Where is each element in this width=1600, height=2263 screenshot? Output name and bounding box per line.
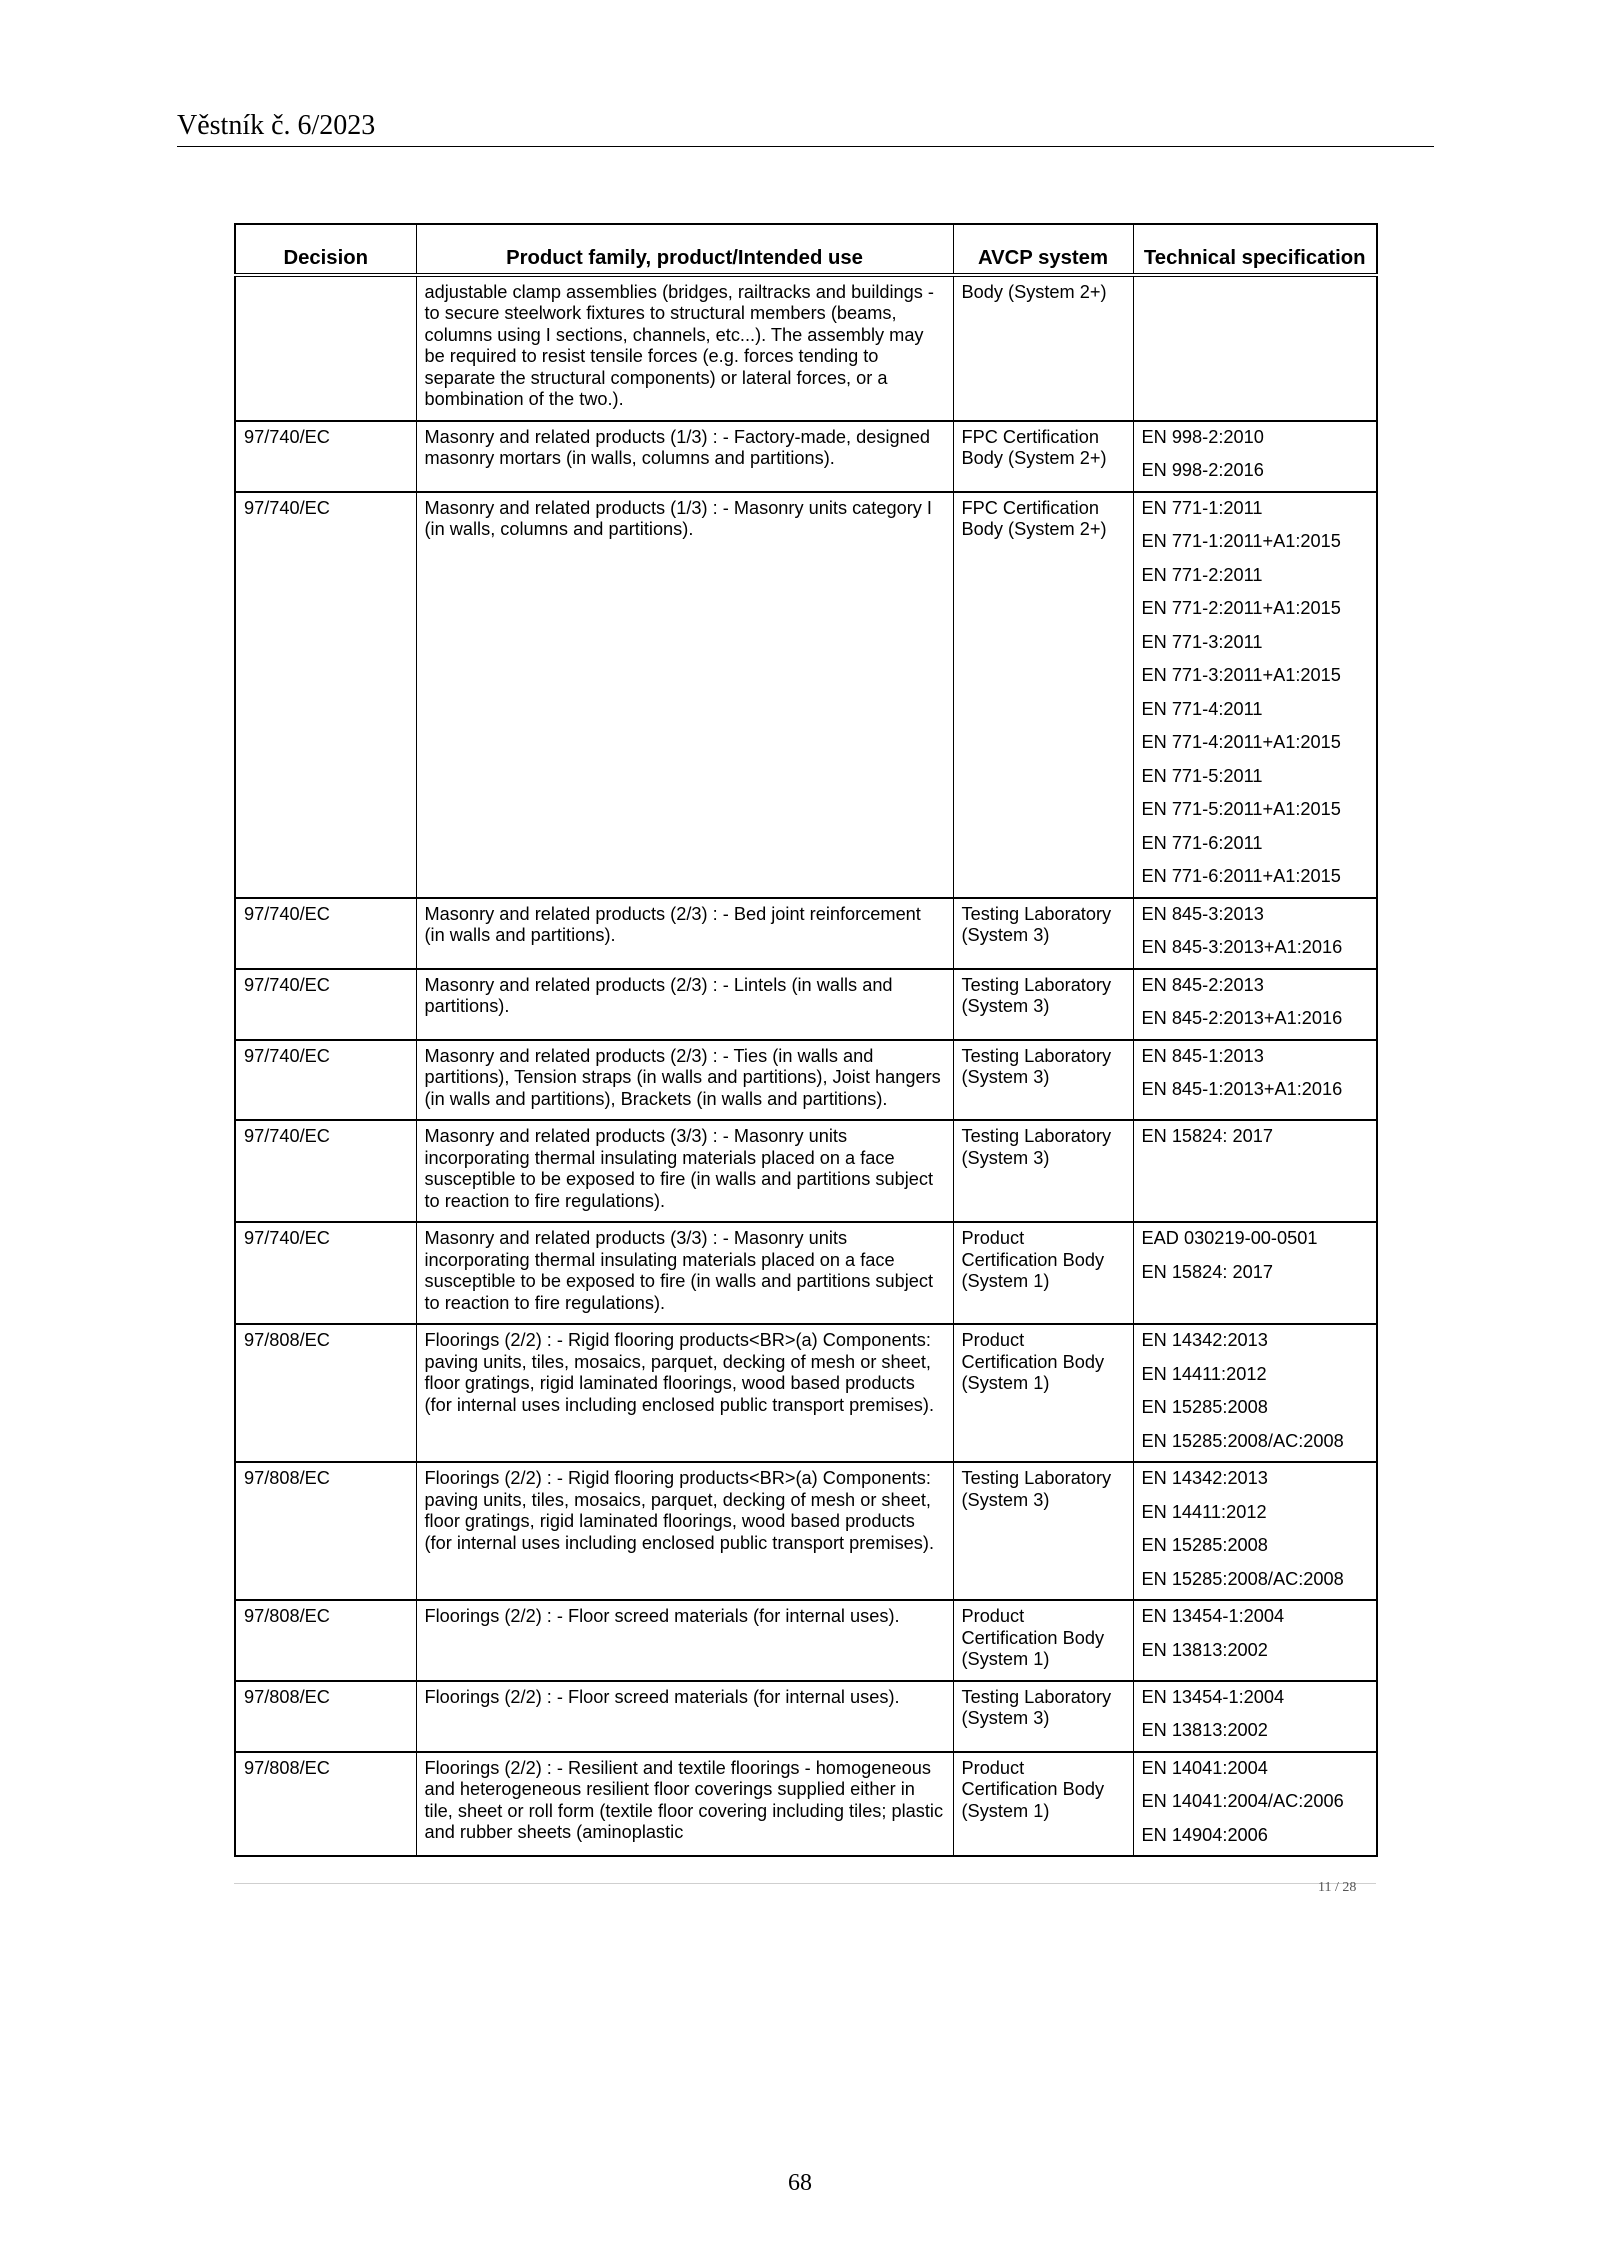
product-cell: Floorings (2/2) : - Floor screed materials (for internal uses). <box>416 1681 953 1752</box>
spec-entry: EN 771-6:2011 <box>1141 832 1263 853</box>
product-cell: Floorings (2/2) : - Resilient and textile floorings - homogeneous and heterogeneous resilient floor coverings supplied either in tile, sheet or roll form (textile floor covering including tiles; plastic and rubber sheets (aminoplastic <box>416 1752 953 1857</box>
spec-entry: EN 14041:2004 <box>1141 1757 1268 1778</box>
spec-cell <box>1133 1681 1377 1752</box>
table-row <box>235 898 1377 969</box>
avcp-cell: Testing Laboratory (System 3) <box>953 1120 1133 1222</box>
decision-cell: 97/740/EC <box>235 492 416 898</box>
table-row <box>235 1040 1377 1121</box>
spec-entry: EN 15285:2008/AC:2008 <box>1141 1568 1344 1589</box>
spec-entry: EN 15824: 2017 <box>1141 1261 1273 1282</box>
spec-entry: EN 845-3:2013 <box>1141 903 1264 924</box>
spec-entry: EN 998-2:2010 <box>1141 426 1264 447</box>
spec-entry: EN 14342:2013 <box>1141 1468 1268 1488</box>
spec-entry: EN 13454-1:2004 <box>1141 1606 1285 1626</box>
spec-entry: EN 771-5:2011+A1:2015 <box>1141 799 1341 819</box>
table-row <box>235 1462 1377 1600</box>
spec-entry: EN 998-2:2016 <box>1141 460 1264 480</box>
decision-cell: 97/808/EC <box>235 1752 416 1857</box>
col-header-spec: Technical specification <box>1133 224 1377 275</box>
avcp-cell: FPC Certification Body (System 2+) <box>953 421 1133 492</box>
spec-entry: EN 771-3:2011+A1:2015 <box>1141 665 1341 685</box>
decision-table <box>234 223 1378 1857</box>
spec-entry: EN 845-2:2013 <box>1141 974 1264 995</box>
spec-entry: EN 771-1:2011 <box>1141 497 1263 518</box>
table-row <box>235 1222 1377 1324</box>
spec-entry: EN 771-6:2011+A1:2015 <box>1141 866 1341 886</box>
spec-entry: EN 14041:2004/AC:2006 <box>1141 1791 1344 1811</box>
spec-entry: EN 14342:2013 <box>1141 1330 1268 1350</box>
col-header-decision: Decision <box>235 224 416 275</box>
avcp-cell: Product Certification Body (System 1) <box>953 1222 1133 1324</box>
spec-entry: EN 771-2:2011+A1:2015 <box>1141 598 1341 618</box>
header-rule <box>177 146 1434 147</box>
avcp-cell: Product Certification Body (System 1) <box>953 1752 1133 1857</box>
table-row <box>235 492 1377 898</box>
spec-entry: EN 845-3:2013+A1:2016 <box>1141 937 1343 957</box>
table-row <box>235 1752 1377 1857</box>
spec-entry: EN 15824: 2017 <box>1141 1126 1273 1146</box>
spec-entry: EN 771-3:2011 <box>1141 631 1263 652</box>
spec-cell <box>1133 1120 1377 1222</box>
decision-table-wrapper <box>234 223 1376 1857</box>
col-header-avcp: AVCP system <box>953 224 1133 275</box>
col-header-product: Product family, product/Intended use <box>416 224 953 275</box>
spec-entry: EN 845-1:2013+A1:2016 <box>1141 1079 1343 1099</box>
spec-entry: EN 15285:2008 <box>1141 1397 1268 1417</box>
spec-cell <box>1133 1324 1377 1462</box>
product-cell: Masonry and related products (1/3) : - Factory-made, designed masonry mortars (in walls, columns and partitions). <box>416 421 953 492</box>
spec-entry: EN 14904:2006 <box>1141 1824 1268 1845</box>
avcp-cell: Product Certification Body (System 1) <box>953 1324 1133 1462</box>
spec-entry: EN 14411:2012 <box>1141 1501 1267 1522</box>
decision-cell: 97/740/EC <box>235 1222 416 1324</box>
table-body <box>235 275 1377 1857</box>
spec-entry: EN 845-1:2013 <box>1141 1045 1264 1066</box>
product-cell: Masonry and related products (3/3) : - Masonry units incorporating thermal insulating materials placed on a face susceptible to be exposed to fire (in walls and partitions subject to reaction to fire regulations). <box>416 1120 953 1222</box>
spec-cell <box>1133 969 1377 1040</box>
spec-entry: EN 771-5:2011 <box>1141 765 1263 786</box>
decision-cell: 97/740/EC <box>235 421 416 492</box>
decision-cell: 97/808/EC <box>235 1324 416 1462</box>
spec-cell <box>1133 898 1377 969</box>
table-row <box>235 1681 1377 1752</box>
spec-entry: EN 771-1:2011+A1:2015 <box>1141 531 1341 551</box>
product-cell: Masonry and related products (2/3) : - Bed joint reinforcement (in walls and partitions). <box>416 898 953 969</box>
avcp-cell: Testing Laboratory (System 3) <box>953 898 1133 969</box>
avcp-cell: Testing Laboratory (System 3) <box>953 1040 1133 1121</box>
spec-entry: EN 771-4:2011 <box>1141 698 1263 719</box>
spec-entry: EN 13813:2002 <box>1141 1720 1268 1740</box>
spec-entry: EAD 030219-00-0501 <box>1141 1228 1318 1248</box>
table-row <box>235 1120 1377 1222</box>
spec-cell <box>1133 1040 1377 1121</box>
spec-cell <box>1133 1462 1377 1600</box>
document-page-indicator: 11 / 28 <box>1318 1880 1357 1895</box>
decision-cell: 97/740/EC <box>235 1120 416 1222</box>
product-cell: adjustable clamp assemblies (bridges, railtracks and buildings - to secure steelwork fixtures to structural members (beams, columns using I sections, channels, etc...). The assembly may be required to resist tensile forces (e.g. forces tending to separate the structural components) or lateral forces, or a bombination of the two.). <box>416 275 953 421</box>
spec-entry: EN 15285:2008 <box>1141 1535 1268 1555</box>
decision-cell: 97/740/EC <box>235 898 416 969</box>
product-cell: Floorings (2/2) : - Rigid flooring products<BR>(a) Components: paving units, tiles, mosaics, parquet, decking of mesh or sheet, floor gratings, rigid laminated floorings, wood based products (for internal uses including enclosed public transport premises). <box>416 1462 953 1600</box>
journal-title: Věstník č. 6/2023 <box>177 110 376 141</box>
table-row <box>235 275 1377 421</box>
spec-cell <box>1133 492 1377 898</box>
table-row <box>235 1600 1377 1681</box>
table-header-row <box>235 224 1377 275</box>
spec-entry: EN 771-2:2011 <box>1141 564 1263 585</box>
page-number: 68 <box>788 2170 812 2196</box>
avcp-cell: Testing Laboratory (System 3) <box>953 1462 1133 1600</box>
decision-cell <box>235 275 416 421</box>
avcp-cell: Body (System 2+) <box>953 275 1133 421</box>
spec-cell <box>1133 275 1377 421</box>
table-row <box>235 969 1377 1040</box>
decision-cell: 97/808/EC <box>235 1462 416 1600</box>
decision-cell: 97/808/EC <box>235 1600 416 1681</box>
spec-cell <box>1133 1752 1377 1857</box>
product-cell: Floorings (2/2) : - Floor screed materials (for internal uses). <box>416 1600 953 1681</box>
decision-cell: 97/740/EC <box>235 1040 416 1121</box>
spec-entry: EN 771-4:2011+A1:2015 <box>1141 732 1341 752</box>
product-cell: Masonry and related products (3/3) : - Masonry units incorporating thermal insulating materials placed on a face susceptible to be exposed to fire (in walls and partitions subject to reaction to fire regulations). <box>416 1222 953 1324</box>
spec-entry: EN 15285:2008/AC:2008 <box>1141 1430 1344 1451</box>
decision-cell: 97/740/EC <box>235 969 416 1040</box>
table-row <box>235 1324 1377 1462</box>
spec-cell <box>1133 1600 1377 1681</box>
decision-cell: 97/808/EC <box>235 1681 416 1752</box>
spec-cell <box>1133 421 1377 492</box>
avcp-cell: Product Certification Body (System 1) <box>953 1600 1133 1681</box>
product-cell: Floorings (2/2) : - Rigid flooring products<BR>(a) Components: paving units, tiles, mosaics, parquet, decking of mesh or sheet, floor gratings, rigid laminated floorings, wood based products (for internal uses including enclosed public transport premises). <box>416 1324 953 1462</box>
product-cell: Masonry and related products (2/3) : - Lintels (in walls and partitions). <box>416 969 953 1040</box>
table-row <box>235 421 1377 492</box>
spec-entry: EN 13813:2002 <box>1141 1639 1268 1660</box>
product-cell: Masonry and related products (1/3) : - Masonry units category I (in walls, columns and partitions). <box>416 492 953 898</box>
avcp-cell: Testing Laboratory (System 3) <box>953 1681 1133 1752</box>
footer-rule <box>234 1883 1376 1884</box>
spec-cell <box>1133 1222 1377 1324</box>
spec-entry: EN 845-2:2013+A1:2016 <box>1141 1008 1343 1028</box>
avcp-cell: Testing Laboratory (System 3) <box>953 969 1133 1040</box>
spec-entry: EN 13454-1:2004 <box>1141 1686 1285 1707</box>
spec-entry: EN 14411:2012 <box>1141 1363 1267 1384</box>
avcp-cell: FPC Certification Body (System 2+) <box>953 492 1133 898</box>
product-cell: Masonry and related products (2/3) : - Ties (in walls and partitions), Tension straps (in walls and partitions), Joist hangers (in walls and partitions), Brackets (in walls and partitions). <box>416 1040 953 1121</box>
